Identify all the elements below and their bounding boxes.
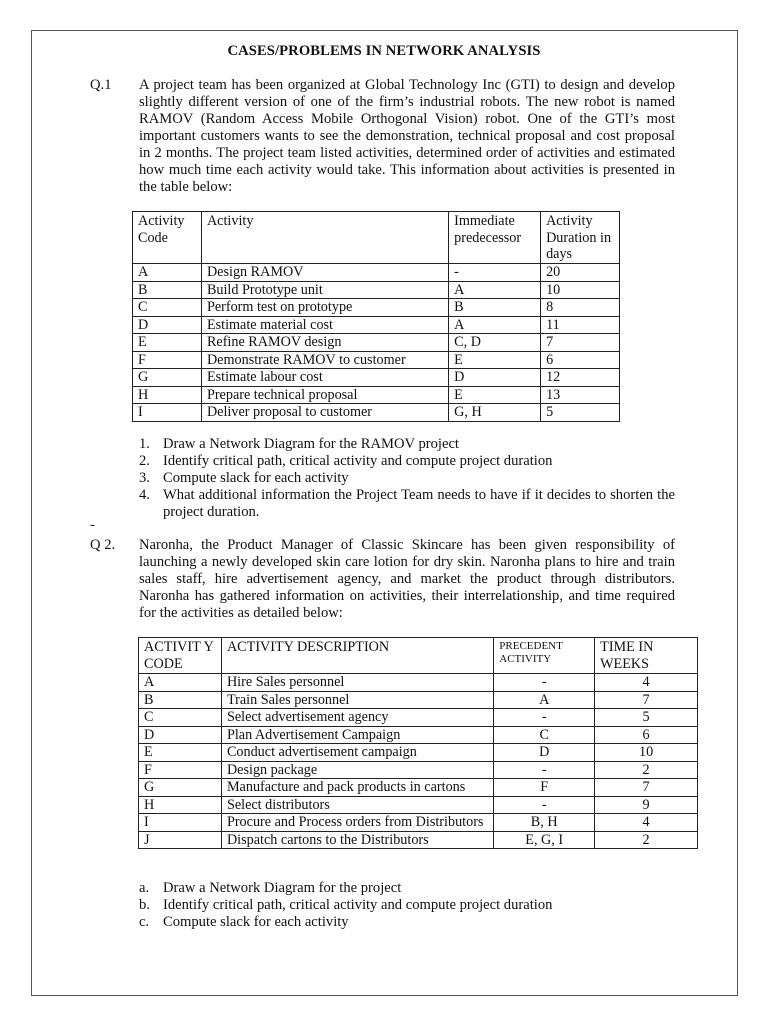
cell-code: A	[133, 264, 202, 282]
header-immediate-predecessor: Immediate predecessor	[449, 212, 541, 264]
table-row	[133, 404, 620, 422]
list-marker: 3.	[139, 470, 150, 486]
cell-code: D	[133, 316, 202, 334]
cell-duration: 7	[541, 334, 620, 352]
list-item-text: What additional information the Project Team needs to have if it decides to shorten the project duration.	[163, 487, 675, 520]
list-item-text: Compute slack for each activity	[163, 470, 349, 486]
cell-duration: 5	[541, 404, 620, 422]
cell-predecessor: A	[449, 281, 541, 299]
cell-duration: 2	[595, 831, 698, 849]
cell-predecessor: -	[494, 761, 595, 779]
cell-description: Demonstrate RAMOV to customer	[201, 351, 448, 369]
header-precedent-activity: PRECEDENT ACTIVITY	[494, 638, 595, 674]
cell-description: Conduct advertisement campaign	[221, 744, 493, 762]
cell-code: B	[133, 281, 202, 299]
cell-description: Design RAMOV	[201, 264, 448, 282]
list-marker: 2.	[139, 453, 150, 469]
list-marker: 4.	[139, 487, 150, 503]
cell-description: Design package	[221, 761, 493, 779]
cell-duration: 2	[595, 761, 698, 779]
list-item	[139, 436, 675, 453]
table-row	[133, 299, 620, 317]
list-marker: b.	[139, 897, 150, 913]
list-item	[139, 914, 675, 931]
cell-description: Select advertisement agency	[221, 709, 493, 727]
cell-code: G	[139, 779, 222, 797]
cell-code: A	[139, 674, 222, 692]
cell-predecessor: D	[449, 369, 541, 387]
cell-predecessor: B	[449, 299, 541, 317]
skincare-activity-table	[138, 637, 698, 849]
cell-description: Select distributors	[221, 796, 493, 814]
cell-duration: 6	[595, 726, 698, 744]
cell-duration: 5	[595, 709, 698, 727]
list-item	[139, 897, 675, 914]
table-row	[139, 814, 698, 832]
cell-description: Perform test on prototype	[201, 299, 448, 317]
list-item-text: Draw a Network Diagram for the RAMOV project	[163, 436, 459, 452]
cell-duration: 13	[541, 386, 620, 404]
list-item-text: Compute slack for each activity	[163, 914, 349, 930]
list-marker: a.	[139, 880, 150, 896]
cell-predecessor: -	[449, 264, 541, 282]
table-row	[133, 369, 620, 387]
cell-predecessor: G, H	[449, 404, 541, 422]
cell-duration: 7	[595, 779, 698, 797]
header-activity-duration: Activity Duration in days	[541, 212, 620, 264]
cell-duration: 4	[595, 674, 698, 692]
cell-predecessor: F	[494, 779, 595, 797]
cell-description: Plan Advertisement Campaign	[221, 726, 493, 744]
cell-description: Prepare technical proposal	[201, 386, 448, 404]
cell-description: Deliver proposal to customer	[201, 404, 448, 422]
list-marker: 1.	[139, 436, 150, 452]
cell-code: I	[133, 404, 202, 422]
header-activity-description: ACTIVITY DESCRIPTION	[221, 638, 493, 674]
cell-code: E	[133, 334, 202, 352]
table-row	[139, 744, 698, 762]
table-row	[133, 316, 620, 334]
table-row	[139, 674, 698, 692]
cell-duration: 10	[595, 744, 698, 762]
cell-predecessor: A	[494, 691, 595, 709]
table-row	[139, 796, 698, 814]
cell-predecessor: E	[449, 386, 541, 404]
list-item	[139, 880, 675, 897]
table-row	[139, 709, 698, 727]
table-row	[139, 779, 698, 797]
cell-code: H	[139, 796, 222, 814]
table-row	[133, 334, 620, 352]
cell-description: Hire Sales personnel	[221, 674, 493, 692]
table-row	[133, 264, 620, 282]
document-title: CASES/PROBLEMS IN NETWORK ANALYSIS	[227, 43, 541, 59]
list-item-text: Identify critical path, critical activity and compute project duration	[163, 897, 553, 913]
cell-code: J	[139, 831, 222, 849]
cell-code: B	[139, 691, 222, 709]
cell-predecessor: E	[449, 351, 541, 369]
cell-duration: 4	[595, 814, 698, 832]
cell-code: C	[133, 299, 202, 317]
cell-description: Procure and Process orders from Distributors	[221, 814, 493, 832]
question-1-label: Q.1	[90, 77, 112, 93]
header-activity-code: ACTIVIT Y CODE	[139, 638, 222, 674]
header-time-in-weeks: TIME IN WEEKS	[595, 638, 698, 674]
cell-code: H	[133, 386, 202, 404]
question-2-label: Q 2.	[90, 537, 116, 553]
cell-predecessor: D	[494, 744, 595, 762]
header-activity: Activity	[201, 212, 448, 264]
table-row	[133, 386, 620, 404]
cell-code: F	[139, 761, 222, 779]
cell-duration: 6	[541, 351, 620, 369]
list-item	[139, 453, 675, 470]
cell-duration: 8	[541, 299, 620, 317]
table-header-row	[139, 638, 698, 674]
table-row	[139, 761, 698, 779]
cell-code: D	[139, 726, 222, 744]
table-row	[133, 351, 620, 369]
cell-description: Build Prototype unit	[201, 281, 448, 299]
cell-duration: 10	[541, 281, 620, 299]
cell-duration: 11	[541, 316, 620, 334]
table-row	[133, 281, 620, 299]
cell-predecessor: B, H	[494, 814, 595, 832]
list-marker: c.	[139, 914, 150, 930]
question-2-paragraph: Naronha, the Product Manager of Classic Skincare has been given responsibility of launching a newly developed skin care lotion for dry skin. Naronha plans to hire and train sales staff, hire advertisement agency, and market the product through distributors. Naronha has gathered information on activities, their interrelationship, and time required for the activities as detailed below:	[139, 537, 675, 621]
cell-predecessor: C, D	[449, 334, 541, 352]
cell-description: Estimate material cost	[201, 316, 448, 334]
question-1-task-list	[139, 436, 675, 521]
header-activity-code: Activity Code	[133, 212, 202, 264]
cell-code: C	[139, 709, 222, 727]
ramov-activity-table	[132, 211, 620, 422]
list-item-text: Draw a Network Diagram for the project	[163, 880, 402, 896]
cell-code: E	[139, 744, 222, 762]
cell-predecessor: -	[494, 674, 595, 692]
cell-code: I	[139, 814, 222, 832]
cell-description: Dispatch cartons to the Distributors	[221, 831, 493, 849]
cell-code: G	[133, 369, 202, 387]
question-2-task-list	[139, 880, 675, 931]
cell-description: Train Sales personnel	[221, 691, 493, 709]
cell-code: F	[133, 351, 202, 369]
table-row	[139, 831, 698, 849]
table-row	[139, 691, 698, 709]
list-item	[139, 487, 675, 521]
table-header-row	[133, 212, 620, 264]
cell-predecessor: C	[494, 726, 595, 744]
cell-description: Estimate labour cost	[201, 369, 448, 387]
list-item	[139, 470, 675, 487]
cell-predecessor: -	[494, 796, 595, 814]
cell-duration: 7	[595, 691, 698, 709]
table-row	[139, 726, 698, 744]
section-separator: -	[90, 517, 95, 533]
cell-duration: 9	[595, 796, 698, 814]
cell-description: Manufacture and pack products in cartons	[221, 779, 493, 797]
cell-duration: 20	[541, 264, 620, 282]
cell-predecessor: E, G, I	[494, 831, 595, 849]
cell-predecessor: A	[449, 316, 541, 334]
cell-duration: 12	[541, 369, 620, 387]
question-1-paragraph: A project team has been organized at Global Technology Inc (GTI) to design and develop slightly different version of one of the firm’s industrial robots. The new robot is named RAMOV (Random Access Mobile Orthogonal Vision) robot. One of the GTI’s most important customers wants to see the demonstration, technical proposal and cost proposal in 2 months. The project team listed activities, determined order of activities and estimated how much time each activity would take. This information about activities is presented in the table below:	[139, 77, 675, 195]
cell-predecessor: -	[494, 709, 595, 727]
list-item-text: Identify critical path, critical activity and compute project duration	[163, 453, 553, 469]
cell-description: Refine RAMOV design	[201, 334, 448, 352]
